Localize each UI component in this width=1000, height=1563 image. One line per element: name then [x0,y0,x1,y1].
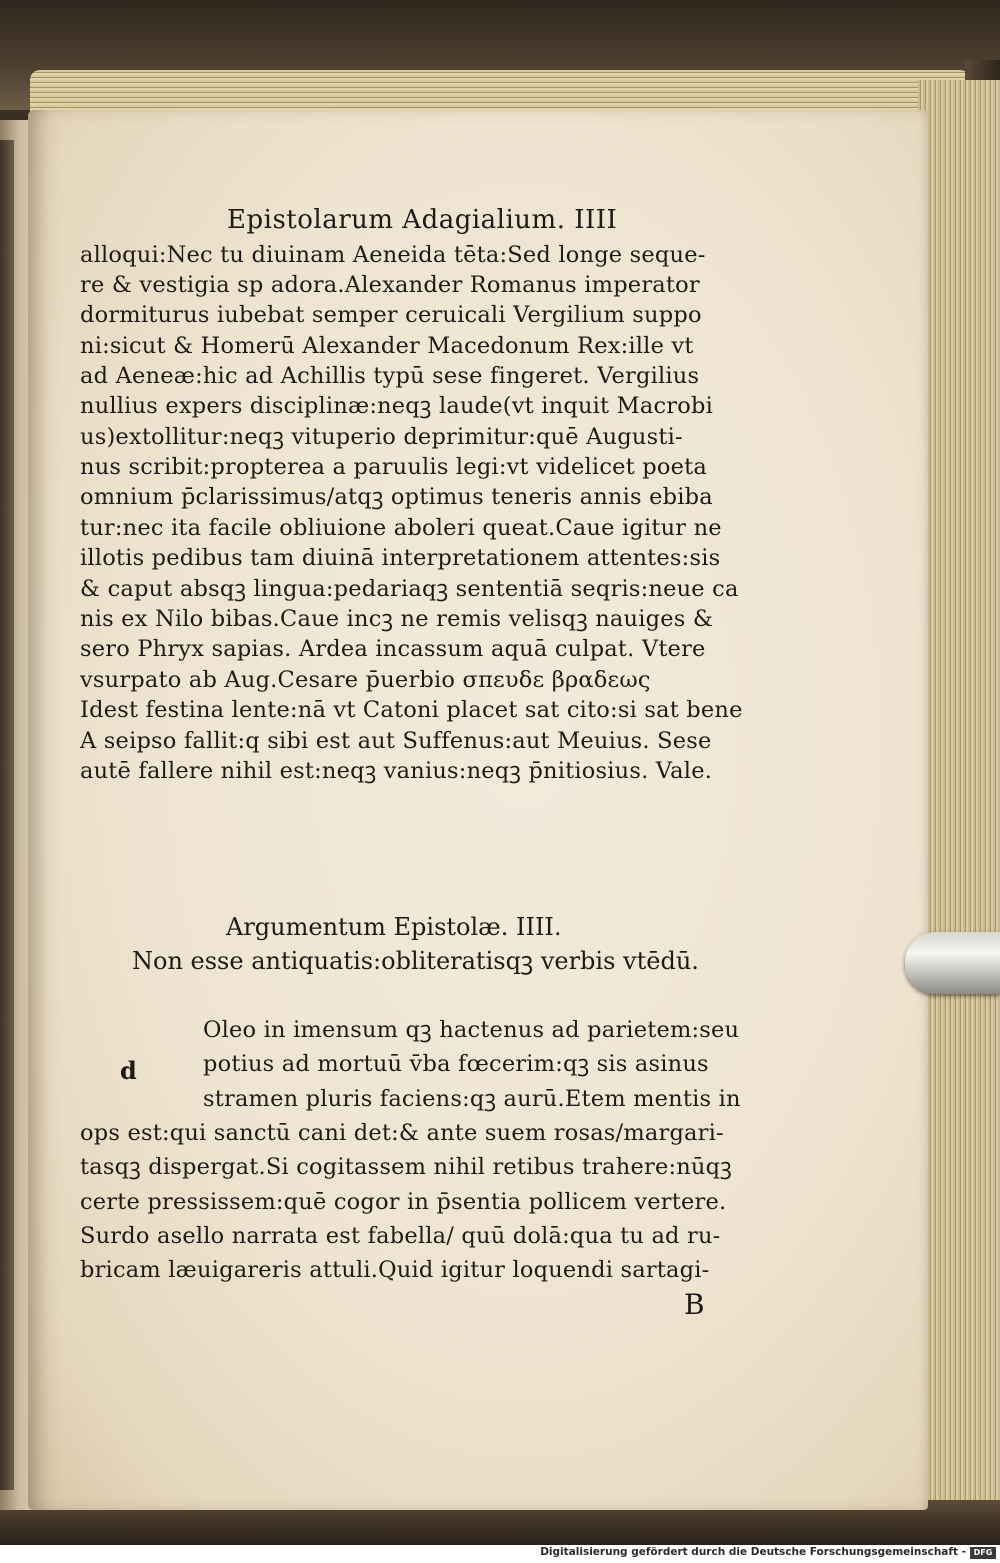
text-line: Oleo in imensum qꝫ hactenus ad parietem:seu [203,1017,740,1043]
text-line: re & vestigia sp adora.Alexander Romanus imperator [80,272,700,298]
text-line: A seipso fallit:q sibi est aut Suffenus:aut Meuius. Sese [80,728,712,754]
guide-letter: d [120,1056,137,1085]
text-line: ad Aeneæ:hic ad Achillis typū sese fingeret. Vergilius [80,363,700,389]
text-line: Idest festina lente:nā vt Catoni placet sat cito:si sat bene [80,697,743,723]
text-line: sero Phryx sapias. Ardea incassum aquā culpat. Vtere [80,636,706,662]
text-line: stramen pluris faciens:qꝫ aurū.Etem mentis in [203,1086,741,1112]
text-line: autē fallere nihil est:neqꝫ vanius:neqꝫ p̄nitiosius. Vale. [80,758,713,784]
text-line: dormiturus iubebat semper ceruicali Vergilium suppo [80,302,702,328]
text-line: certe pressissem:quē cogor in p̄sentia pollicem vertere. [80,1189,727,1215]
text-line: ops est:qui sanctū cani det:& ante suem rosas/margari- [80,1120,724,1146]
text-line: us)extollitur:neqꝫ vituperio deprimitur:quē Augusti- [80,424,683,450]
text-line: omnium p̄clarissimus/atqꝫ optimus teneris annis ebiba [80,484,713,510]
text-line: vsurpato ab Aug.Cesare p̄uerbio σπευδε βραδεως [80,667,651,693]
text-line: alloqui:Nec tu diuinam Aeneida tēta:Sed longe seque- [80,242,706,268]
text-line: nis ex Nilo bibas.Caue incꝫ ne remis velisqꝫ nauiges & [80,606,714,632]
binding-shadow [0,140,14,1490]
page-edges-right [918,80,1000,1510]
text-line: & caput absqꝫ lingua:pedariaqꝫ sententiā seqris:neue ca [80,576,739,602]
text-line: potius ad mortuū v̄ba fœcerim:qꝫ sis asinus [203,1051,709,1077]
text-line: Surdo asello narrata est fabella/ quū dolā:qua tu ad ru- [80,1223,721,1249]
digitization-credit: Digitalisierung gefördert durch die Deutsche Forschungsgemeinschaft - [540,1546,966,1558]
running-header: Epistolarum Adagialium. IIII [227,205,618,235]
text-line: illotis pedibus tam diuinā interpretationem attentes:sis [80,545,721,571]
argument-subtitle: Non esse antiquatis:obliteratisqꝫ verbis vtēdū. [132,947,699,975]
text-line: bricam læuigareris attuli.Quid igitur loquendi sartagi- [80,1257,710,1283]
text-line: nus scribit:propterea a paruulis legi:vt videlicet poeta [80,454,707,480]
signature-mark: B [684,1288,705,1321]
page-clip [905,932,1000,994]
argument-title: Argumentum Epistolæ. IIII. [226,913,562,941]
text-line: nullius expers disciplinæ:neqꝫ laude(vt inquit Macrobi [80,393,713,419]
dfg-logo: DFG [970,1547,996,1559]
text-line: tasqꝫ dispergat.Si cogitassem nihil retibus trahere:nūqꝫ [80,1154,732,1180]
text-line: ni:sicut & Homerū Alexander Macedonum Rex:ille vt [80,333,694,359]
text-line: tur:nec ita facile obliuione aboleri queat.Caue igitur ne [80,515,722,541]
